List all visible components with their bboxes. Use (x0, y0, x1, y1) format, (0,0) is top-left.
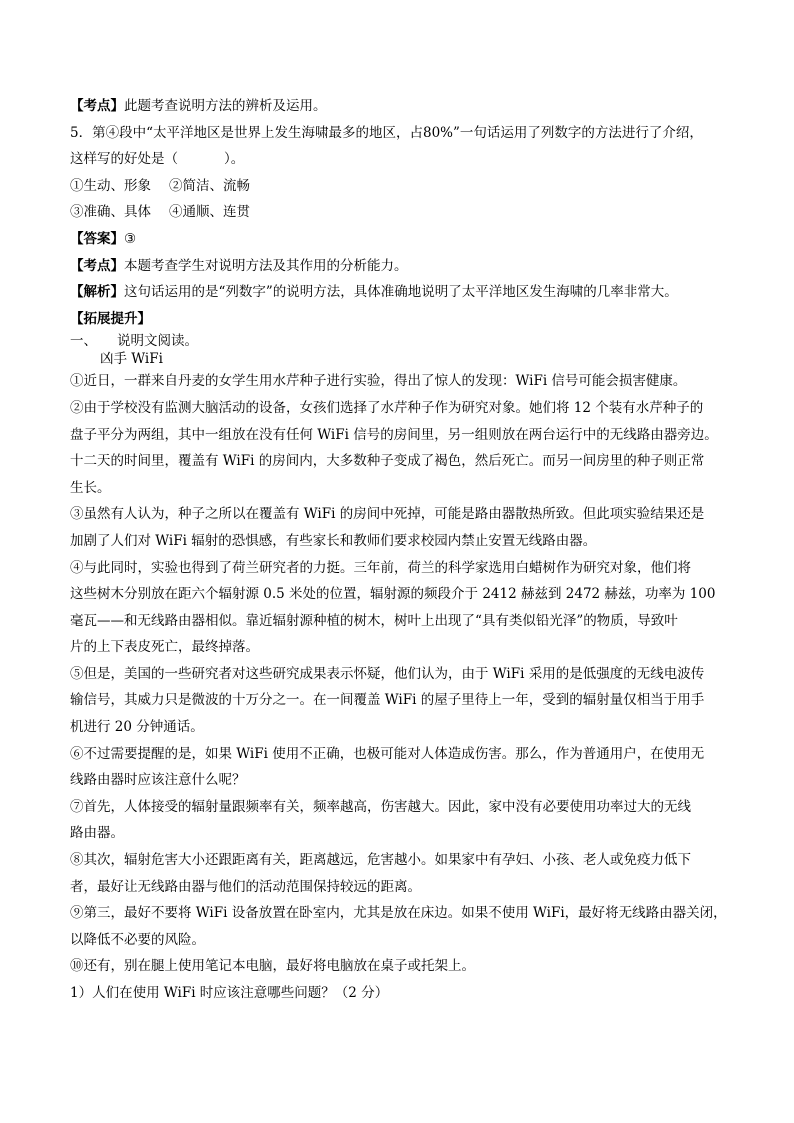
jiexi-line (70, 279, 730, 306)
article-line: ⑨第三，最好不要将 WiFi 设备放置在卧室内，尤其是放在床边。如果不使用 WiFi，最好将无线路由器关闭， (70, 905, 727, 922)
question-5-stem-end: ）。 (224, 151, 245, 168)
answer-line (70, 226, 730, 253)
options-row-2 (70, 199, 730, 226)
article-line: ④与此同时，实验也得到了荷兰研究者的力挺。三年前，荷兰的科学家选用白蜡树作为研究对象，他们将 (70, 559, 691, 576)
article-line: 以降低不必要的风险。 (70, 931, 205, 948)
answer-tag: 【答案】 (70, 230, 124, 247)
article-line: ⑧其次，辐射危害大小还跟距离有关，距离越远，危害越小。如果家中有孕妇、小孩、老人或免疫力低下 (70, 852, 691, 869)
article-line: 机进行 20 分钟通话。 (70, 719, 204, 736)
section-number: 一、 (70, 333, 97, 350)
article-line: 毫瓦——和无线路由器相似。靠近辐射源种植的树木，树叶上出现了“具有类似铅光泽”的物质，导致叶 (70, 612, 678, 629)
article-line: 这些树木分别放在距六个辐射源 0.5 米处的位置，辐射源的频段介于 2412 赫兹到 2472 赫兹，功率为 100 (70, 586, 716, 603)
question-5-line-2 (70, 146, 730, 173)
article-line: ⑥不过需要提醒的是，如果 WiFi 使用不正确，也极可能对人体造成伤害。那么，作为普通用户，在使用无 (70, 745, 705, 762)
section-heading (70, 332, 730, 350)
article-line: 路由器。 (70, 825, 124, 842)
article-line: ③虽然有人认为，种子之所以在覆盖有 WiFi 的房间中死掉，可能是路由器散热所致。但此项实验结果还是 (70, 506, 705, 523)
document-page (70, 93, 730, 1007)
question-5-line-1: 5．第④段中“太平洋地区是世界上发生海啸最多的地区，占80%”一句话运用了列数字的方法进行了介绍， (70, 124, 703, 141)
article-line: 生长。 (70, 479, 111, 496)
article-line: ⑦首先，人体接受的辐射量跟频率有关，频率越高，伤害越大。因此，家中没有必要使用功率过大的无线 (70, 798, 691, 815)
article-line: ②由于学校没有监测大脑活动的设备，女孩们选择了水芹种子作为研究对象。她们将 12 个装有水芹种子的 (70, 399, 704, 416)
article-line: ⑤但是，美国的一些研究者对这些研究成果表示怀疑，他们认为，由于 WiFi 采用的是低强度的无线电波传 (70, 665, 705, 682)
kaodian-line-1 (70, 93, 730, 120)
section-title: 说明文阅读。 (117, 333, 198, 350)
kaodian-tag-2: 【考点】 (70, 257, 124, 274)
options-row-1 (70, 173, 730, 200)
jiexi-tag: 【解析】 (70, 284, 124, 301)
question-1: 1）人们在使用 WiFi 时应该注意哪些问题？（2 分） (70, 985, 389, 1001)
article-line: ⑩还有，别在腿上使用笔记本电脑，最好将电脑放在桌子或托架上。 (70, 958, 475, 975)
option-4: ④通顺、连贯 (169, 204, 250, 221)
question-5-stem: 这样写的好处是（ (70, 151, 178, 168)
answer-text: ③ (124, 230, 137, 247)
article-line: 十二天的时间里，覆盖有 WiFi 的房间内，大多数种子变成了褐色，然后死亡。而另一间房里的种子则正常 (70, 453, 705, 470)
article-line: 片的上下表皮死亡，最终掉落。 (70, 639, 259, 656)
article-line: ①近日，一群来自丹麦的女学生用水芹种子进行实验，得出了惊人的发现：WiFi 信号可能会损害健康。 (70, 373, 687, 390)
kaodian-text: 此题考查说明方法的辨析及运用。 (124, 98, 327, 114)
kaodian-tag: 【考点】 (70, 98, 124, 114)
article-line: 加剧了人们对 WiFi 辐射的恐惧感，有些家长和教师们要求校园内禁止安置无线路由器。 (70, 532, 597, 549)
option-3: ③准确、具体 (70, 204, 151, 221)
tuozhan-heading: 【拓展提升】 (70, 310, 151, 327)
article-line: 输信号，其威力只是微波的十万分之一。在一间覆盖 WiFi 的屋子里待上一年，受到的辐射量仅相当于用手 (70, 692, 705, 709)
article-line: 线路由器时应该注意什么呢？ (70, 772, 246, 789)
article-body (70, 368, 730, 980)
article-title: 凶手 WiFi (100, 351, 163, 368)
option-2: ②简洁、流畅 (169, 177, 250, 194)
article-line: 盘子平分为两组，其中一组放在没有任何 WiFi 信号的房间里，另一组则放在两台运行中的无线路由器旁边。 (70, 426, 718, 443)
option-1: ①生动、形象 (70, 177, 151, 194)
kaodian-line-2 (70, 253, 730, 280)
article-line: 者，最好让无线路由器与他们的活动范围保持较远的距离。 (70, 878, 421, 895)
kaodian-text-2: 本题考查学生对说明方法及其作用的分析能力。 (124, 257, 408, 274)
jiexi-text: 这句话运用的是“列数字”的说明方法，具体准确地说明了太平洋地区发生海啸的几率非常大。 (124, 284, 678, 301)
